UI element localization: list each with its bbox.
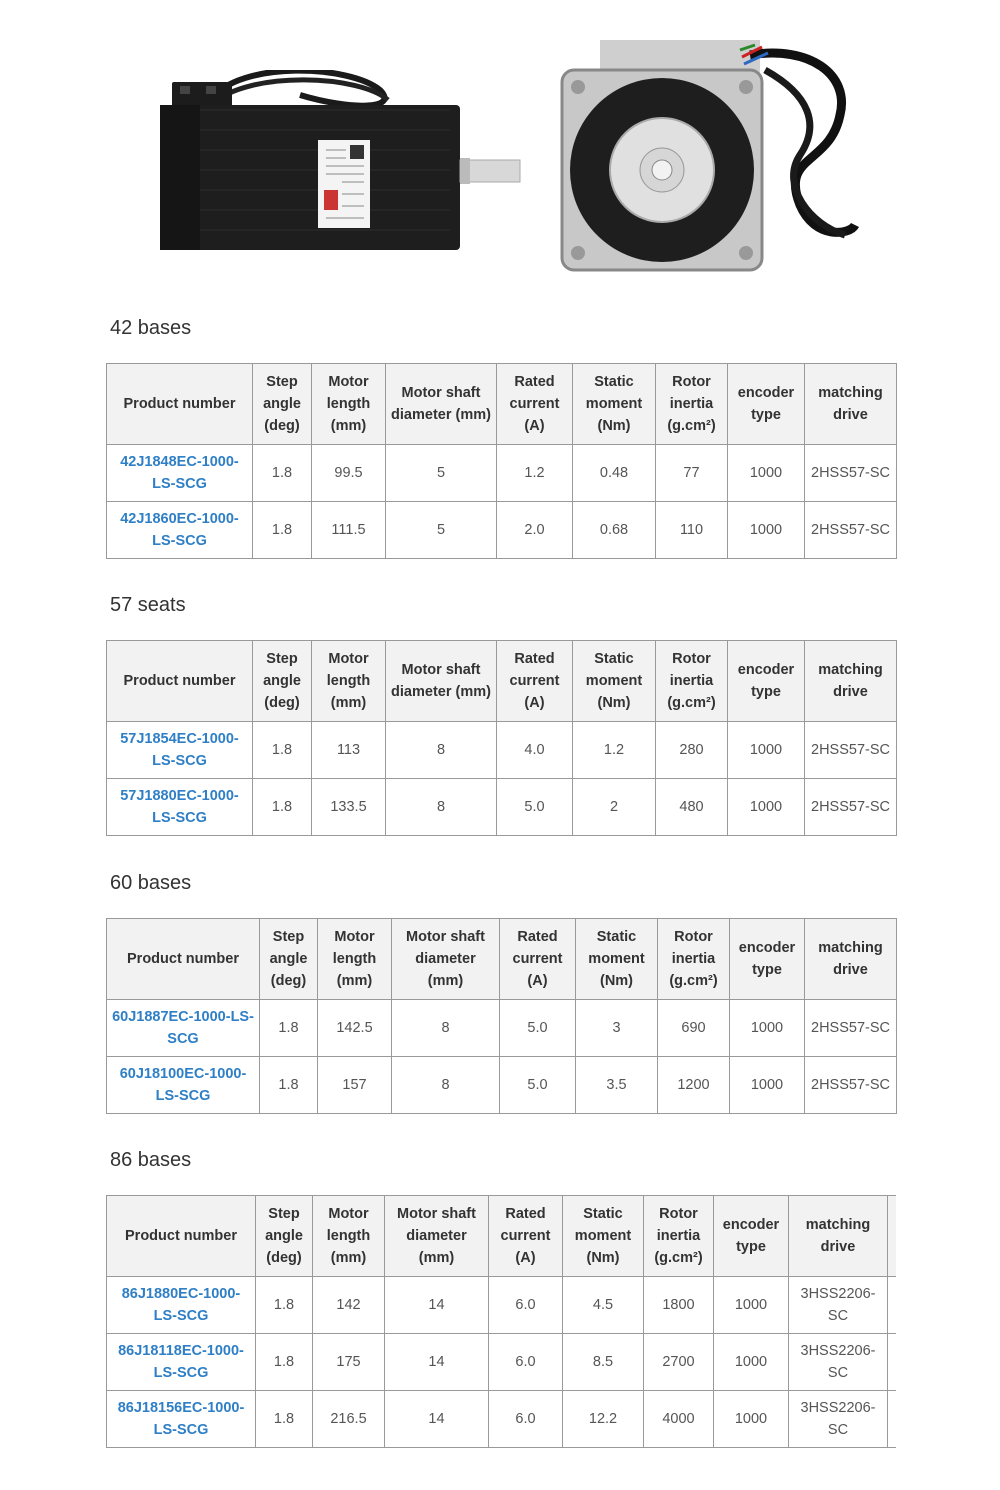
col-header-product-number: Product number: [107, 919, 260, 1000]
table-cell: 4.5: [563, 1277, 644, 1334]
table-cell: 2700: [644, 1334, 714, 1391]
section-title: 42 bases: [110, 317, 192, 339]
product-photos: [0, 0, 1000, 300]
stepper-motor-side-photo: [150, 70, 530, 260]
table-cell: 1.8: [253, 502, 312, 559]
stepper-motor-front-photo: [550, 35, 870, 285]
table-row: [107, 502, 897, 559]
section-42-bases: [106, 305, 896, 565]
table-cell: 1000: [714, 1277, 789, 1334]
table-cell: 690: [658, 1000, 730, 1057]
col-header-shaft-diameter: Motor shaft diameter (mm): [386, 364, 497, 445]
col-header-step-angle: Step angle (deg): [253, 364, 312, 445]
table-cell: 1.8: [256, 1277, 313, 1334]
table-cell: 142.5: [318, 1000, 392, 1057]
table-header-row: [107, 1196, 897, 1277]
table-cell: 77: [656, 445, 728, 502]
table-cell: 3.5: [576, 1057, 658, 1114]
spec-table: [106, 918, 897, 1114]
table-cell: 1.2: [497, 445, 573, 502]
table-row: [107, 1391, 897, 1448]
col-header-rotor-inertia: Rotor inertia (g.cm²): [658, 919, 730, 1000]
product-number-link[interactable]: 42J1860EC-1000-LS-SCG: [107, 502, 253, 559]
table-cell: 1000: [728, 722, 805, 779]
col-header-encoder-type: encoder type: [714, 1196, 789, 1277]
product-number-link[interactable]: 60J18100EC-1000-LS-SCG: [107, 1057, 260, 1114]
table-cell: 6.0: [489, 1277, 563, 1334]
table-cell: 8: [386, 722, 497, 779]
table-cell: 4.0: [497, 722, 573, 779]
table-cell: 280: [656, 722, 728, 779]
table-cell: 133.5: [312, 779, 386, 836]
table-row: [107, 1277, 897, 1334]
table-cell: 3HSS2206-SC: [789, 1334, 888, 1391]
table-cell: 1000: [728, 445, 805, 502]
table-header-row: [107, 641, 897, 722]
spec-table: [106, 1195, 896, 1448]
col-header-rated-current: Rated current (A): [497, 364, 573, 445]
table-cell: 4000: [644, 1391, 714, 1448]
product-number-link[interactable]: 42J1848EC-1000-LS-SCG: [107, 445, 253, 502]
table-cell: 1000: [714, 1334, 789, 1391]
table-cell: 2HSS57-SC: [805, 445, 897, 502]
table-row: [107, 1057, 897, 1114]
col-header-rotor-inertia: Rotor inertia (g.cm²): [644, 1196, 714, 1277]
spec-table: [106, 363, 897, 559]
table-cell: 1200: [658, 1057, 730, 1114]
table-cell: 14: [385, 1334, 489, 1391]
table-cell: 1000: [728, 779, 805, 836]
table-cell: 175: [313, 1334, 385, 1391]
table-cell: 2HSS57-SC: [805, 779, 897, 836]
col-header-product-number: Product number: [107, 364, 253, 445]
col-header-motor-length: Motor length (mm): [312, 641, 386, 722]
table-cell: 110: [656, 502, 728, 559]
table-cell: 6.0: [489, 1334, 563, 1391]
table-cell: 5.0: [500, 1000, 576, 1057]
col-header-encoder-type: encoder type: [728, 641, 805, 722]
section-86-bases: [106, 1137, 896, 1467]
section-title: 60 bases: [110, 872, 192, 894]
section-title: 57 seats: [110, 594, 186, 616]
table-cell: 1.2: [573, 722, 656, 779]
table-cell: 1.8: [260, 1000, 318, 1057]
table-cell: 2HSS57-SC: [805, 1000, 897, 1057]
table-cell: 2HSS57-SC: [805, 1057, 897, 1114]
table-cell: 113: [312, 722, 386, 779]
col-header-motor-length: Motor length (mm): [313, 1196, 385, 1277]
table-cell: 1000: [730, 1000, 805, 1057]
table-cell: 5: [386, 445, 497, 502]
table-header-row: [107, 919, 897, 1000]
col-header-shaft-diameter: Motor shaft diameter (mm): [392, 919, 500, 1000]
table-cell: 0.68: [573, 502, 656, 559]
col-header-static-moment: Static moment (Nm): [576, 919, 658, 1000]
product-number-link[interactable]: 60J1887EC-1000-LS-SCG: [107, 1000, 260, 1057]
table-cell: 1000: [714, 1391, 789, 1448]
col-header-static-moment: Static moment (Nm): [573, 364, 656, 445]
table-cell: 5: [386, 502, 497, 559]
table-cell: 1.8: [253, 722, 312, 779]
table-cell: 5.0: [497, 779, 573, 836]
col-header-matching-drive: matching drive: [805, 364, 897, 445]
table-cell: 2.0: [497, 502, 573, 559]
table-row: [107, 779, 897, 836]
table-cell: 3: [576, 1000, 658, 1057]
table-header-row: [107, 364, 897, 445]
table-cell: 1.8: [253, 779, 312, 836]
table-cell: 8: [392, 1000, 500, 1057]
col-header-motor-length: Motor length (mm): [318, 919, 392, 1000]
table-cell: 6.0: [489, 1391, 563, 1448]
col-header-truncated: [888, 1196, 897, 1277]
product-number-link[interactable]: 86J1880EC-1000-LS-SCG: [107, 1277, 256, 1334]
section-57-seats: [106, 582, 896, 842]
col-header-rotor-inertia: Rotor inertia (g.cm²): [656, 364, 728, 445]
table-cell: 3HSS2206-SC: [789, 1277, 888, 1334]
section-60-bases: [106, 860, 896, 1120]
table-cell: 8: [392, 1057, 500, 1114]
table-cell: 1.8: [253, 445, 312, 502]
col-header-step-angle: Step angle (deg): [256, 1196, 313, 1277]
table-cell: 12.2: [563, 1391, 644, 1448]
table-cell: 2: [573, 779, 656, 836]
col-header-shaft-diameter: Motor shaft diameter (mm): [386, 641, 497, 722]
col-header-product-number: Product number: [107, 641, 253, 722]
col-header-encoder-type: encoder type: [728, 364, 805, 445]
table-cell: 2HSS57-SC: [805, 722, 897, 779]
col-header-rated-current: Rated current (A): [500, 919, 576, 1000]
product-number-link[interactable]: 57J1880EC-1000-LS-SCG: [107, 779, 253, 836]
table-row: [107, 722, 897, 779]
table-cell: 0.48: [573, 445, 656, 502]
product-number-link[interactable]: 57J1854EC-1000-LS-SCG: [107, 722, 253, 779]
table-cell: 142: [313, 1277, 385, 1334]
product-number-link[interactable]: 86J18156EC-1000-LS-SCG: [107, 1391, 256, 1448]
table-cell: 8.5: [563, 1334, 644, 1391]
table-cell: 1.8: [260, 1057, 318, 1114]
table-cell: 480: [656, 779, 728, 836]
col-header-product-number: Product number: [107, 1196, 256, 1277]
col-header-matching-drive: matching drive: [805, 641, 897, 722]
col-header-static-moment: Static moment (Nm): [563, 1196, 644, 1277]
table-row: [107, 445, 897, 502]
product-number-link[interactable]: 86J18118EC-1000-LS-SCG: [107, 1334, 256, 1391]
table-cell: 14: [385, 1277, 489, 1334]
table-cell: [888, 1277, 897, 1334]
table-cell: 1800: [644, 1277, 714, 1334]
col-header-step-angle: Step angle (deg): [253, 641, 312, 722]
table-row: [107, 1000, 897, 1057]
col-header-motor-length: Motor length (mm): [312, 364, 386, 445]
col-header-rated-current: Rated current (A): [489, 1196, 563, 1277]
table-cell: 14: [385, 1391, 489, 1448]
col-header-rotor-inertia: Rotor inertia (g.cm²): [656, 641, 728, 722]
table-row: [107, 1334, 897, 1391]
col-header-matching-drive: matching drive: [789, 1196, 888, 1277]
col-header-encoder-type: encoder type: [730, 919, 805, 1000]
table-cell: [888, 1391, 897, 1448]
table-cell: 1000: [728, 502, 805, 559]
table-cell: 157: [318, 1057, 392, 1114]
table-cell: 1000: [730, 1057, 805, 1114]
col-header-shaft-diameter: Motor shaft diameter (mm): [385, 1196, 489, 1277]
table-cell: 1.8: [256, 1391, 313, 1448]
table-cell: 216.5: [313, 1391, 385, 1448]
table-cell: 8: [386, 779, 497, 836]
col-header-rated-current: Rated current (A): [497, 641, 573, 722]
col-header-step-angle: Step angle (deg): [260, 919, 318, 1000]
table-cell: 99.5: [312, 445, 386, 502]
table-cell: 3HSS2206-SC: [789, 1391, 888, 1448]
col-header-static-moment: Static moment (Nm): [573, 641, 656, 722]
table-scroll-viewport: [106, 1195, 896, 1455]
col-header-matching-drive: matching drive: [805, 919, 897, 1000]
section-title: 86 bases: [110, 1149, 192, 1171]
table-cell: 1.8: [256, 1334, 313, 1391]
table-cell: 5.0: [500, 1057, 576, 1114]
table-cell: 2HSS57-SC: [805, 502, 897, 559]
spec-table: [106, 640, 897, 836]
table-cell: 111.5: [312, 502, 386, 559]
table-cell: [888, 1334, 897, 1391]
